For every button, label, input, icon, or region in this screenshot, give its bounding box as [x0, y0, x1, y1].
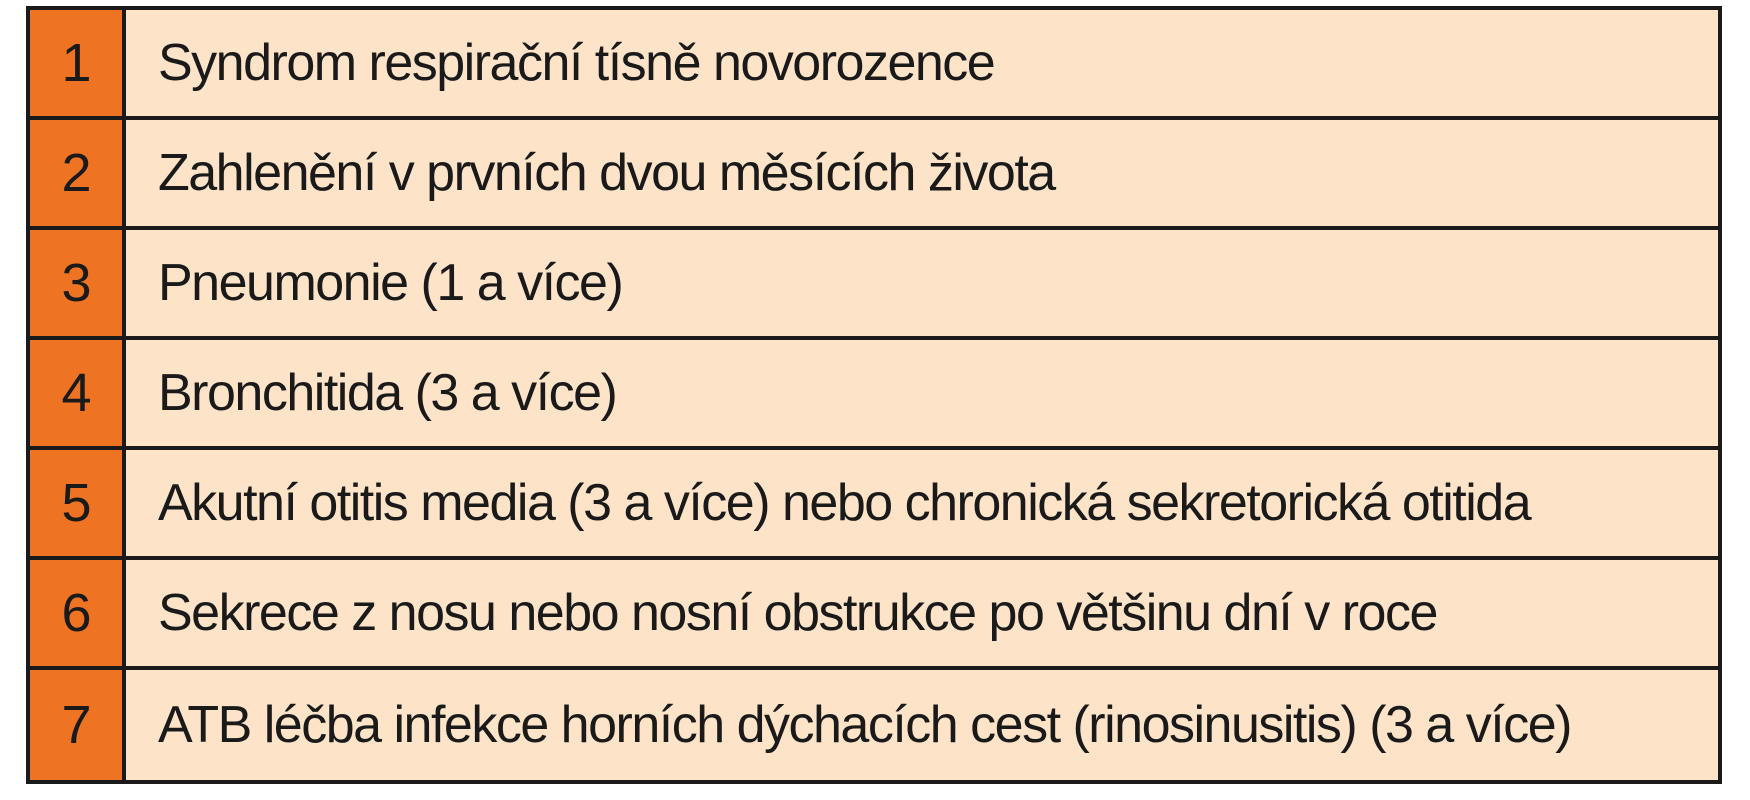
row-number: 4 [30, 340, 126, 446]
row-text: Bronchitida (3 a více) [158, 364, 617, 422]
row-text: Sekrece z nosu nebo nosní obstrukce po většinu dní v roce [158, 584, 1437, 642]
row-number: 6 [30, 560, 126, 666]
table-row [30, 560, 1718, 670]
table-row [30, 10, 1718, 120]
table-row [30, 120, 1718, 230]
table-row [30, 230, 1718, 340]
row-text: Pneumonie (1 a více) [158, 254, 623, 312]
row-number: 5 [30, 450, 126, 556]
criteria-table [26, 6, 1722, 784]
table-row [30, 340, 1718, 450]
row-text: Syndrom respirační tísně novorozence [158, 34, 995, 92]
row-text: Akutní otitis media (3 a více) nebo chronická sekretorická otitida [158, 474, 1531, 532]
row-number: 7 [30, 670, 126, 780]
row-text: ATB léčba infekce horních dýchacích cest (rinosinusitis) (3 a více) [158, 696, 1571, 754]
table-row [30, 670, 1718, 780]
row-number: 3 [30, 230, 126, 336]
row-text: Zahlenění v prvních dvou měsících života [158, 144, 1055, 202]
row-number: 2 [30, 120, 126, 226]
row-number: 1 [30, 10, 126, 116]
table-row [30, 450, 1718, 560]
